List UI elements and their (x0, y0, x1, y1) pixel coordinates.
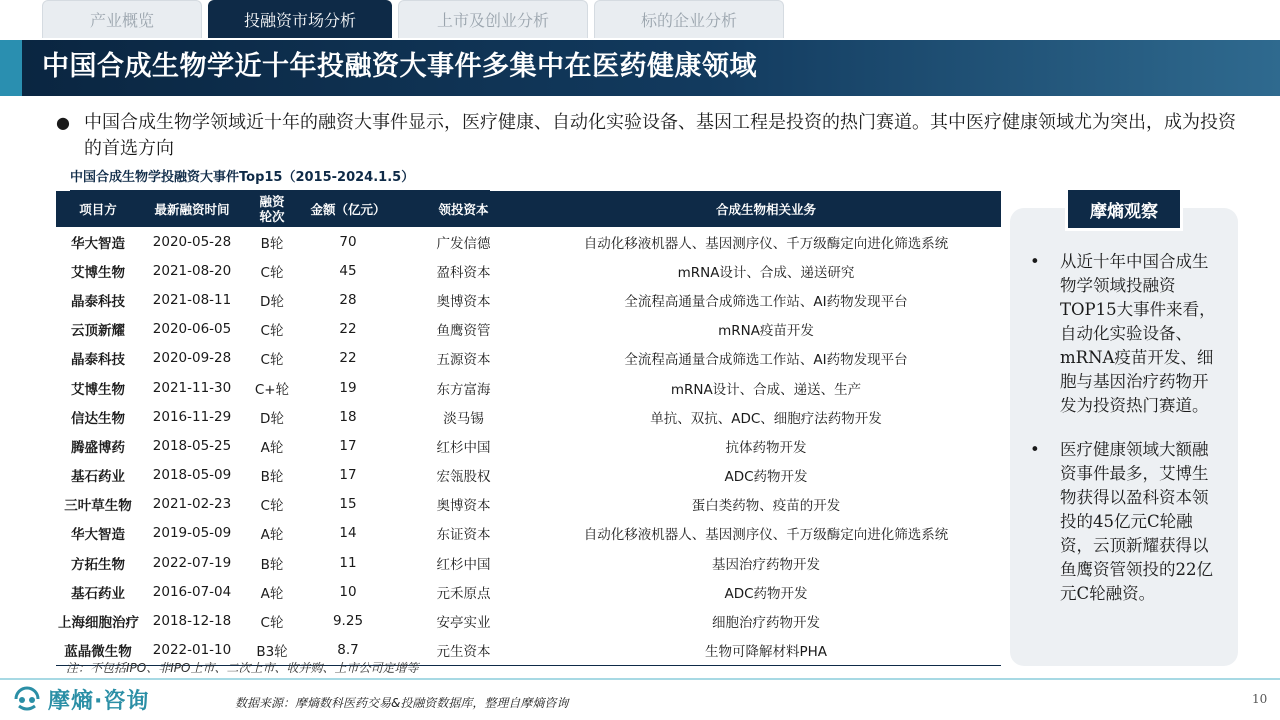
bullet-icon: • (1030, 440, 1040, 459)
table-cell: C+轮 (254, 381, 290, 398)
title-banner (0, 40, 1280, 96)
table-row (56, 227, 1001, 256)
table-cell: 2020-09-28 (152, 350, 232, 367)
intro-text: 中国合成生物学领域近十年的融资大事件显示，医疗健康、自动化实验设备、基因工程是投资的热门赛道。其中医疗健康领域尤为突出，成为投资的首选方向 (84, 112, 1236, 159)
table-caption: 中国合成生物学投融资大事件Top15（2015-2024.1.5） (70, 168, 490, 191)
table-cell: 45 (339, 262, 357, 279)
table-cell: 鱼鹰资管 (436, 323, 491, 340)
table-row (56, 519, 1001, 548)
table-cell: 70 (339, 233, 357, 250)
table-cell: 东证资本 (436, 527, 491, 544)
table-cell: 18 (339, 408, 357, 425)
table-cell: 红杉中国 (436, 439, 491, 456)
table-cell: B3轮 (244, 636, 300, 666)
table-cell: 奥博资本 (436, 293, 491, 310)
table-cell: 8.7 (300, 636, 396, 666)
table-cell: 2021-08-11 (152, 291, 232, 308)
project-name-cell: 信达生物 (71, 410, 125, 427)
table-header-row (56, 191, 1001, 227)
table-cell: mRNA设计、合成、递送研究 (677, 264, 855, 281)
column-header: 合成生物相关业务 (531, 191, 1001, 227)
table-cell: 奥博资本 (436, 498, 491, 515)
project-name-cell: 华大智造 (71, 527, 125, 544)
project-name-cell: 三叶草生物 (64, 498, 132, 515)
table-cell: 10 (339, 583, 357, 600)
table-cell: 2021-08-20 (152, 262, 232, 279)
table-body (56, 227, 1001, 665)
observation-item (1024, 250, 1224, 418)
table-row (56, 344, 1001, 373)
observation-text: 从近十年中国合成生物学领域投融资TOP15大事件来看，自动化实验设备、mRNA疫苗开发、细胞与基因治疗药物开发为投资热门赛道。 (1060, 252, 1216, 415)
table-cell: 2022-07-19 (152, 554, 232, 571)
table-cell: 淡马锡 (443, 410, 484, 427)
table-cell: 2019-05-09 (152, 525, 232, 542)
bullet-icon: • (1030, 252, 1040, 271)
table-cell: C轮 (260, 264, 284, 281)
table-cell: 盈科资本 (436, 264, 491, 281)
table-cell: 全流程高通量合成筛选工作站、AI药物发现平台 (624, 352, 908, 369)
column-header: 领投资本 (396, 191, 531, 227)
table-cell: 22 (339, 350, 357, 367)
table-row (56, 606, 1001, 635)
table-cell: B轮 (260, 556, 284, 573)
table-cell: 自动化移液机器人、基因测序仪、千万级酶定向进化筛选系统 (583, 235, 949, 252)
table-cell: 15 (339, 496, 357, 513)
project-name-cell: 晶泰科技 (71, 352, 125, 369)
table-cell: 五源资本 (436, 352, 491, 369)
table-cell: 2020-05-28 (152, 233, 232, 250)
table-cell: C轮 (260, 352, 284, 369)
project-name-cell: 蓝晶微生物 (56, 636, 140, 666)
table-cell: 基因治疗药物开发 (712, 556, 820, 573)
table-row (56, 548, 1001, 577)
table-cell: A轮 (260, 527, 284, 544)
table-cell: 元生资本 (396, 636, 531, 666)
table-row (56, 315, 1001, 344)
investment-table (56, 191, 1001, 666)
table-cell: 11 (339, 554, 357, 571)
table-cell: 2021-02-23 (152, 496, 232, 513)
table-row (56, 431, 1001, 460)
table-row (56, 373, 1001, 402)
table-cell: D轮 (260, 293, 284, 310)
table-row (56, 577, 1001, 606)
table-row (56, 490, 1001, 519)
column-header: 融资 轮次 (244, 191, 300, 227)
tab-target-company-analysis[interactable]: 标的企业分析 (594, 0, 784, 38)
project-name-cell: 华大智造 (71, 235, 125, 252)
banner-accent (0, 40, 22, 96)
table-cell: 蛋白类药物、疫苗的开发 (691, 498, 841, 515)
table-cell: 9.25 (332, 613, 364, 630)
table-note: 注：不包括IPO、非IPO上市、二次上市、收并购、上市公司定增等 (66, 661, 419, 675)
project-name-cell: 艾博生物 (71, 381, 125, 398)
project-name-cell: 基石药业 (71, 469, 125, 486)
table-cell: 22 (339, 321, 357, 338)
table-cell: 2018-05-09 (152, 467, 232, 484)
table-cell: 2016-11-29 (152, 408, 232, 425)
logo-mark-icon (12, 684, 42, 714)
logo-text: 摩熵·咨询 (48, 688, 150, 714)
section-tabs (42, 0, 784, 40)
table-cell: 东方富海 (436, 381, 491, 398)
column-header: 项目方 (56, 191, 140, 227)
table-row (56, 402, 1001, 431)
table-cell: C轮 (260, 498, 284, 515)
project-name-cell: 腾盛博药 (71, 439, 125, 456)
table-cell: D轮 (260, 410, 284, 427)
observation-item (1024, 438, 1224, 606)
table-cell: 抗体药物开发 (725, 439, 807, 456)
observation-list (1024, 250, 1224, 626)
table-cell: 19 (339, 379, 357, 396)
table-cell: 单抗、双抗、ADC、细胞疗法药物开发 (650, 410, 882, 427)
table-cell: 2018-12-18 (152, 613, 232, 630)
table-row (56, 461, 1001, 490)
table-cell: 28 (339, 291, 357, 308)
project-name-cell: 晶泰科技 (71, 293, 125, 310)
tab-investment-analysis[interactable]: 投融资市场分析 (208, 0, 392, 38)
table-cell: mRNA设计、合成、递送、生产 (670, 381, 862, 398)
table-cell: ADC药物开发 (724, 469, 808, 486)
table-cell: 2022-01-10 (140, 636, 244, 666)
tab-listing-startup-analysis[interactable]: 上市及创业分析 (398, 0, 588, 38)
table-cell: 全流程高通量合成筛选工作站、AI药物发现平台 (624, 293, 908, 310)
project-name-cell: 方拓生物 (71, 556, 125, 573)
table-cell: 17 (339, 437, 357, 454)
table-cell: 细胞治疗药物开发 (712, 615, 820, 632)
table-cell: 生物可降解材料PHA (531, 636, 1001, 666)
table-cell: A轮 (260, 439, 284, 456)
project-name-cell: 云顶新耀 (71, 323, 125, 340)
table-cell: 2016-07-04 (152, 583, 232, 600)
data-source: 数据来源：摩熵数科医药交易&投融资数据库，整理自摩熵咨询 (235, 696, 569, 710)
table-cell: 自动化移液机器人、基因测序仪、千万级酶定向进化筛选系统 (583, 527, 949, 544)
table-row (56, 285, 1001, 314)
table-cell: 2018-05-25 (152, 437, 232, 454)
table-cell: 安亭实业 (436, 615, 491, 632)
bullet-dot-icon: ● (56, 113, 70, 132)
table-cell: C轮 (260, 615, 284, 632)
table-cell: 2021-11-30 (152, 379, 232, 396)
table-cell: B轮 (260, 469, 284, 486)
table-cell: 2020-06-05 (152, 321, 232, 338)
table-cell: 17 (339, 467, 357, 484)
tab-industry-overview[interactable]: 产业概览 (42, 0, 202, 38)
intro-paragraph (56, 110, 1236, 162)
project-name-cell: 艾博生物 (71, 264, 125, 281)
column-header: 最新融资时间 (140, 191, 244, 227)
page-number: 10 (1252, 692, 1268, 706)
project-name-cell: 上海细胞治疗 (58, 615, 139, 632)
table-cell: mRNA疫苗开发 (718, 323, 814, 340)
page-title: 中国合成生物学近十年投融资大事件多集中在医药健康领域 (42, 51, 757, 82)
table-cell: 14 (339, 525, 357, 542)
table-cell: B轮 (260, 235, 284, 252)
table-cell: 红杉中国 (436, 556, 491, 573)
footer-divider (0, 678, 1280, 680)
table-cell: C轮 (260, 323, 284, 340)
table-row (56, 256, 1001, 285)
table-cell: ADC药物开发 (724, 585, 808, 602)
project-name-cell: 基石药业 (71, 585, 125, 602)
observation-text: 医疗健康领域大额融资事件最多，艾博生物获得以盈科资本领投的45亿元C轮融资，云顶新耀获得以鱼鹰资管领投的22亿元C轮融资。 (1060, 440, 1213, 603)
table-cell: 元禾原点 (436, 585, 491, 602)
company-logo (12, 684, 149, 714)
observation-title: 摩熵观察 (1068, 190, 1180, 228)
table-cell: 宏瓴股权 (436, 469, 491, 486)
column-header: 金额（亿元） (300, 191, 396, 227)
table-cell: 广发信德 (436, 235, 491, 252)
table-cell: A轮 (260, 585, 284, 602)
